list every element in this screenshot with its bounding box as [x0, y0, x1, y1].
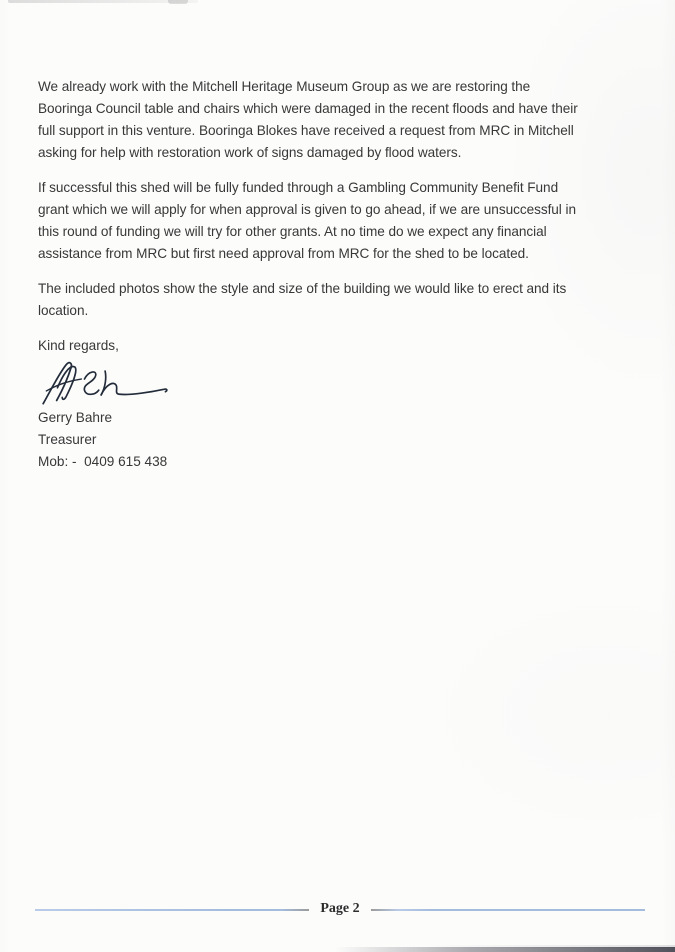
- paragraph-line: full support in this venture. Booringa Blokes have received a request from MRC in Mitchell: [38, 123, 574, 138]
- closing-salutation: Kind regards,: [38, 338, 119, 353]
- paragraph-funding: [38, 177, 645, 265]
- sender-title: Treasurer: [38, 432, 97, 447]
- paragraph-line: Booringa Council table and chairs which were damaged in the recent floods and have their: [38, 101, 578, 116]
- handwritten-signature-icon: [40, 359, 175, 407]
- signature-image: [40, 359, 645, 407]
- sender-name: Gerry Bahre: [38, 410, 113, 425]
- page-number: Page 2: [320, 901, 360, 916]
- paragraph-photos: [38, 278, 645, 322]
- paragraph-line: location.: [38, 303, 89, 318]
- footer-rule-right: [371, 909, 645, 911]
- paragraph-line: grant which we will apply for when approval is given to go ahead, if we are unsuccessful in: [38, 202, 576, 217]
- paragraph-museum-group: [38, 76, 645, 164]
- paragraph-line: asking for help with restoration work of signs damaged by flood waters.: [38, 145, 462, 160]
- paragraph-line: If successful this shed will be fully funded through a Gambling Community Benefit Fund: [38, 180, 559, 195]
- scan-artifact-top-spot: [168, 0, 188, 4]
- paragraph-line: We already work with the Mitchell Heritage Museum Group as we are restoring the: [38, 79, 531, 94]
- sender-mobile: Mob: - 0409 615 438: [38, 454, 168, 469]
- scan-artifact-bottom-edge: [335, 947, 675, 952]
- paragraph-line: this round of funding we will try for other grants. At no time do we expect any financial: [38, 224, 547, 239]
- paragraph-line: The included photos show the style and size of the building we would like to erect and its: [38, 281, 567, 296]
- paragraph-line: assistance from MRC but first need approval from MRC for the shed to be located.: [38, 246, 529, 261]
- letter-body: [38, 76, 645, 473]
- footer-rule-left: [35, 909, 309, 911]
- page-footer: [35, 901, 645, 919]
